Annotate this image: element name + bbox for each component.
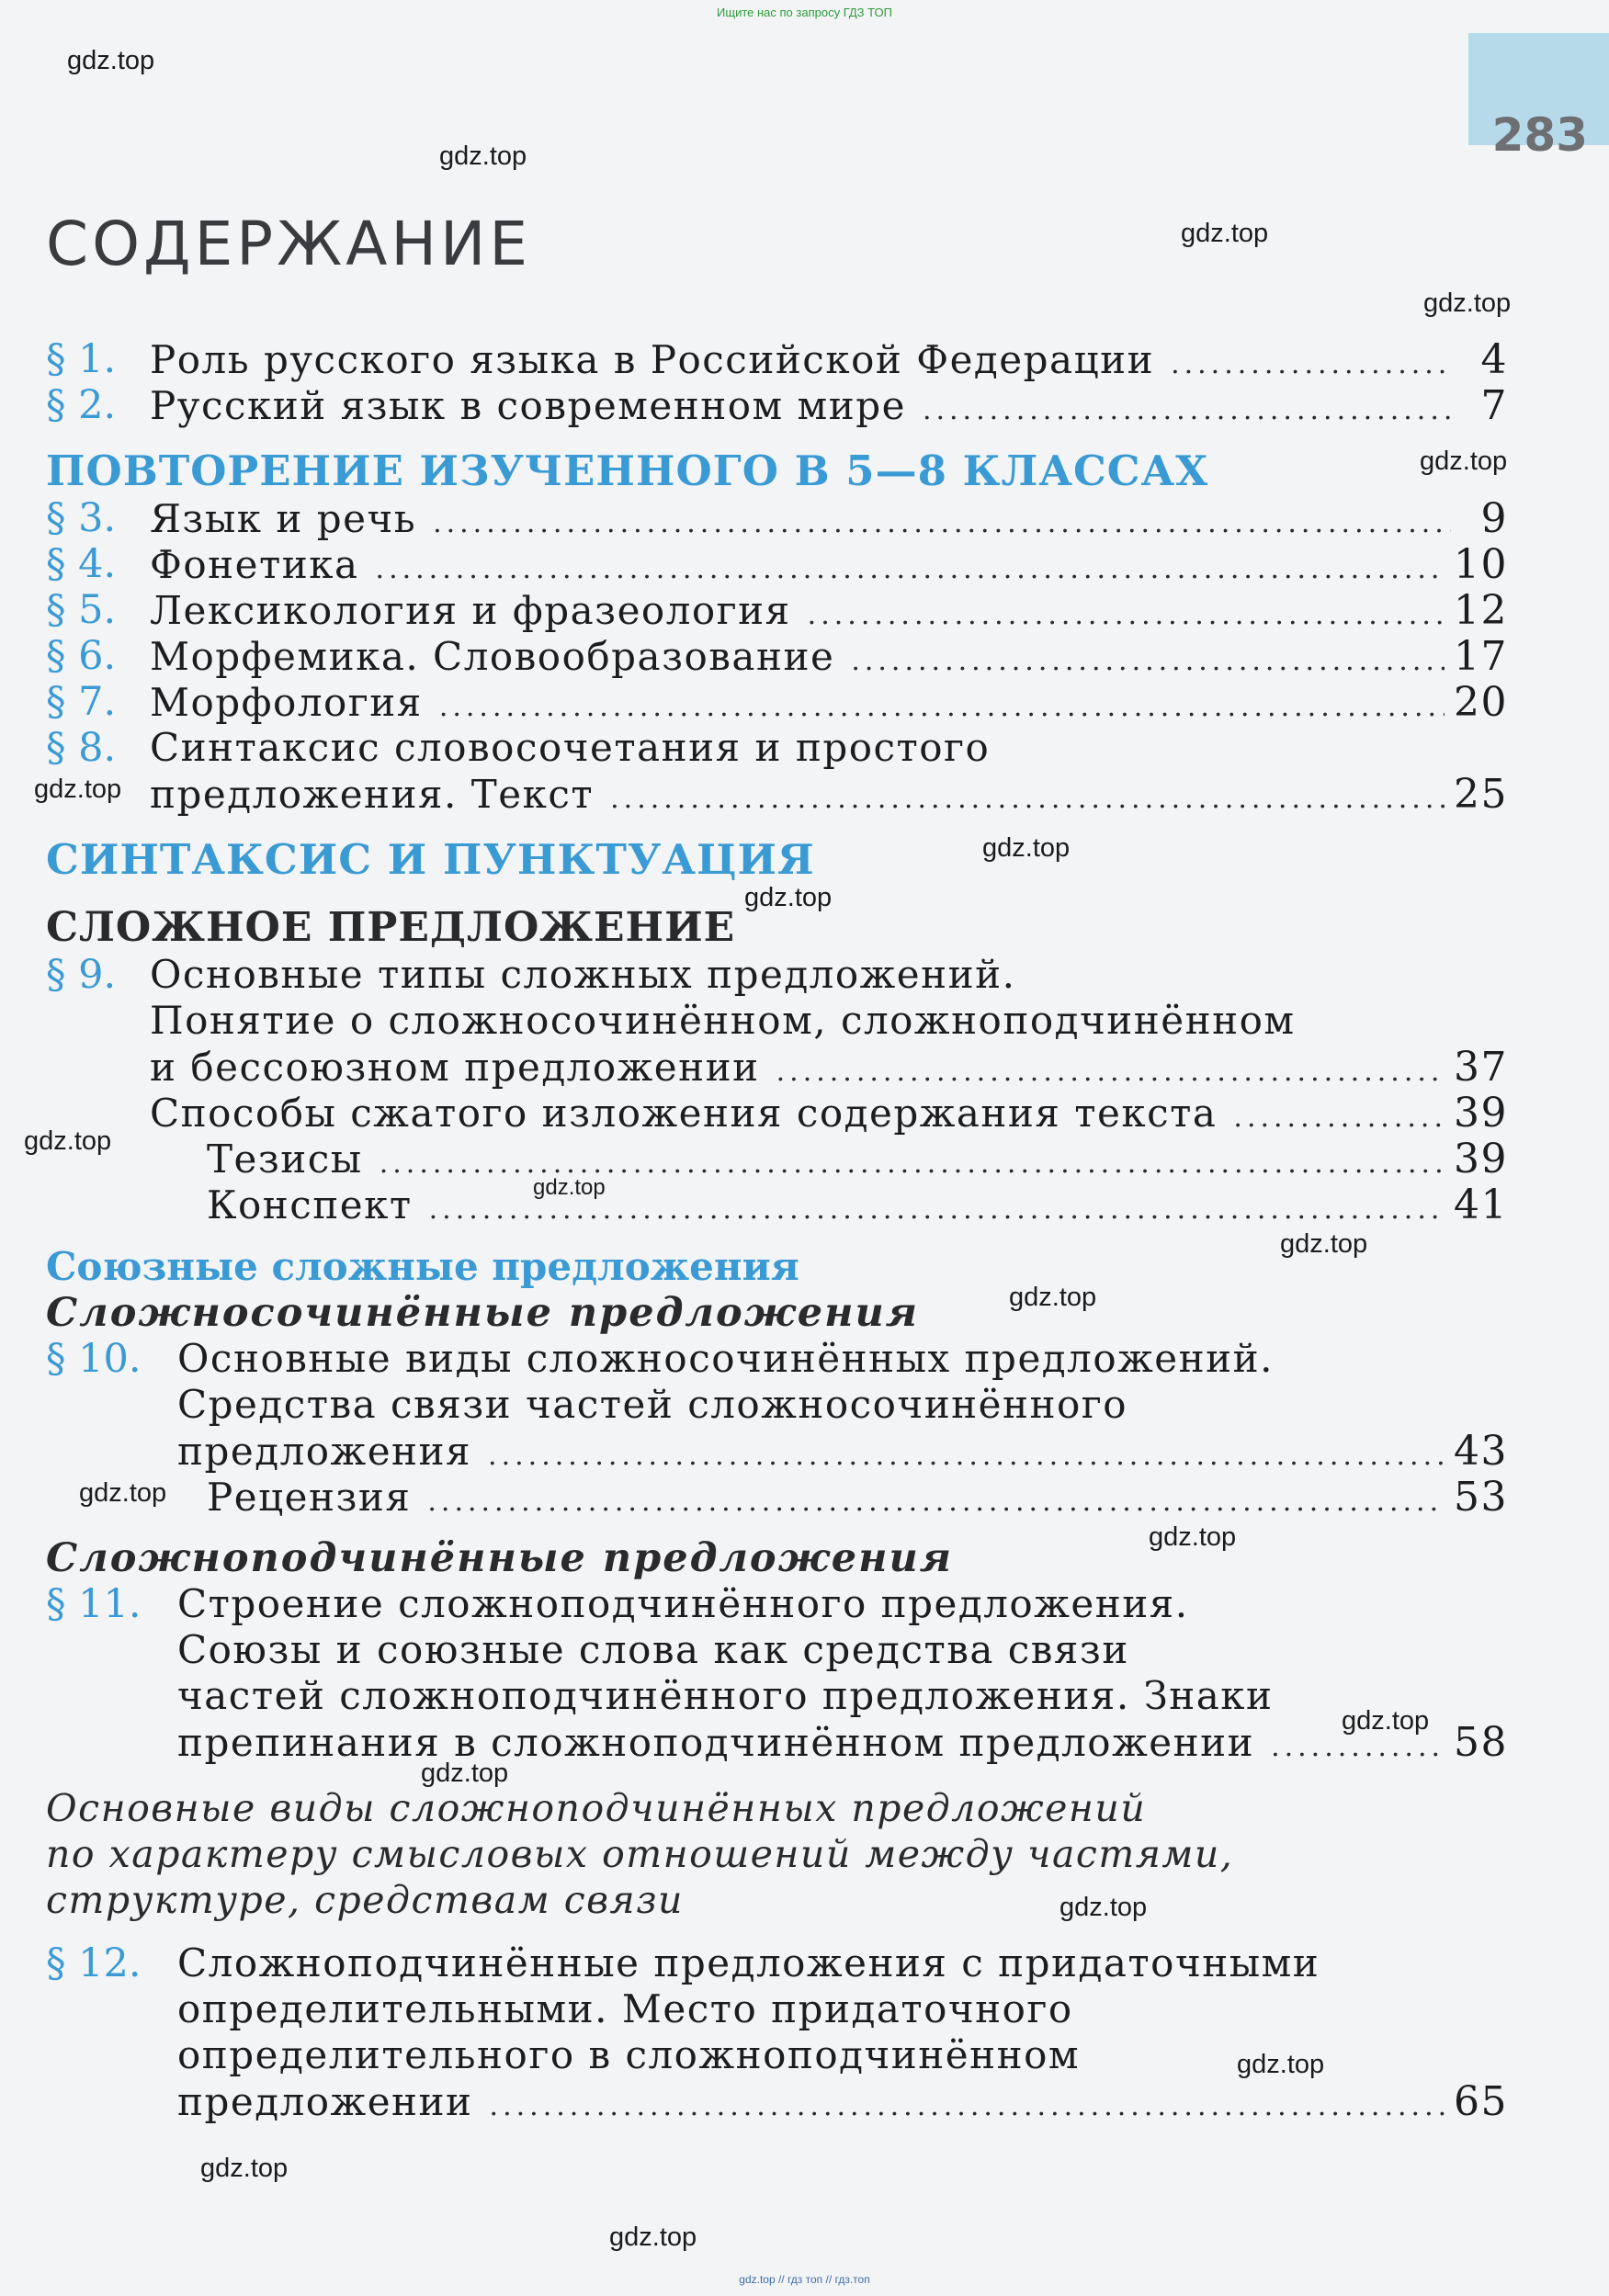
watermark: gdz.top (421, 1759, 509, 1788)
toc-entry-12-line-3 (177, 2032, 1081, 2077)
section-number-11: § 11. (46, 1581, 142, 1627)
watermark: gdz.top (1237, 2050, 1325, 2079)
heading-subordinate-types-line-1: Основные виды сложноподчинённых предложений (46, 1786, 1147, 1830)
toc-page-number: 17 (1454, 633, 1508, 680)
toc-entry-9 (150, 1044, 1508, 1091)
heading-conjunctive: Союзные сложные предложения (46, 1244, 799, 1289)
toc-entry-11-line-3 (177, 1673, 1274, 1718)
page-title: СОДЕРЖАНИЕ (46, 209, 532, 279)
section-number-6: § 6. (46, 633, 117, 679)
toc-entry-12 (177, 2078, 1508, 2125)
watermark: gdz.top (24, 1126, 112, 1156)
toc-entry-10a (207, 1474, 1508, 1521)
toc-entry-text: Конспект (207, 1182, 413, 1227)
heading-subordinate-types-line-2: по характеру смысловых отношений между частями, (46, 1832, 1234, 1876)
toc-entry-text: Русский язык в современном мире (150, 383, 906, 428)
watermark: gdz.top (982, 833, 1071, 863)
toc-entry-text: определительными. Место придаточного (177, 1986, 1073, 2031)
toc-entry-text: предложения. Текст (150, 772, 595, 817)
toc-entry-9c (207, 1182, 1508, 1228)
watermark: gdz.top (200, 2154, 289, 2183)
section-number-10: § 10. (46, 1336, 142, 1382)
dot-leader (776, 1058, 1445, 1086)
heading-review: ПОВТОРЕНИЕ ИЗУЧЕННОГО В 5—8 КЛАССАХ (46, 447, 1209, 495)
toc-entry-text: определительного в сложноподчинённом (177, 2032, 1081, 2077)
toc-entry-8 (150, 771, 1508, 818)
section-number-2: § 2. (46, 382, 117, 428)
watermark: gdz.top (744, 883, 833, 912)
toc-entry-10-line-1 (177, 1336, 1274, 1381)
toc-entry-text: частей сложноподчинённого предложения. Знаки (177, 1673, 1274, 1718)
toc-entry-text: Союзы и союзные слова как средства связи (177, 1627, 1129, 1672)
section-number-4: § 4. (46, 541, 117, 587)
watermark: gdz.top (67, 46, 155, 75)
toc-entry-11-line-1 (177, 1581, 1189, 1626)
toc-entry-text: Тезисы (207, 1137, 363, 1182)
watermark: gdz.top (439, 141, 527, 171)
heading-compound: Сложносочинённые предложения (46, 1290, 919, 1336)
dot-leader (490, 2093, 1445, 2121)
toc-entry-9-line-2 (150, 998, 1296, 1043)
toc-entry-text: Морфемика. Словообразование (150, 634, 835, 679)
toc-page-number: 4 (1480, 336, 1508, 383)
dot-leader (1271, 1734, 1445, 1761)
watermark: gdz.top (1181, 219, 1269, 248)
toc-entry-2 (150, 382, 1508, 429)
toc-entry-5 (150, 587, 1508, 634)
watermark: gdz.top (1420, 447, 1508, 476)
watermark: gdz.top (609, 2222, 697, 2252)
toc-entry-text: предложения (177, 1429, 472, 1474)
dot-leader (380, 1150, 1445, 1178)
toc-entry-text: и бессоюзном предложении (150, 1045, 760, 1090)
watermark: gdz.top (1342, 1706, 1430, 1736)
toc-page-number: 41 (1454, 1182, 1508, 1228)
watermark: gdz.top (1009, 1283, 1097, 1312)
watermark: gdz.top (1280, 1229, 1368, 1259)
watermark: gdz.top (1423, 288, 1512, 318)
toc-entry-text: Способы сжатого изложения содержания текста (150, 1091, 1218, 1136)
section-number-12: § 12. (46, 1940, 142, 1986)
section-number-1: § 1. (46, 336, 117, 382)
toc-entry-text: Сложноподчинённые предложения с придаточными (177, 1940, 1320, 1985)
toc-entry-10-line-2 (177, 1382, 1128, 1427)
toc-page-number: 12 (1454, 587, 1508, 634)
dot-leader (429, 1196, 1445, 1224)
watermark: gdz.top (79, 1478, 167, 1508)
dot-leader (488, 1442, 1445, 1470)
dot-leader (610, 786, 1445, 813)
toc-entry-9b (207, 1136, 1508, 1182)
toc-page-number: 20 (1454, 679, 1508, 726)
toc-entry-text: Основные виды сложносочинённых предложений. (177, 1336, 1274, 1381)
toc-page-number: 39 (1454, 1136, 1508, 1182)
toc-entry-1 (150, 336, 1508, 383)
dot-leader (427, 1488, 1445, 1516)
dot-leader (433, 510, 1451, 537)
toc-entry-8-line-1 (150, 725, 991, 770)
section-number-3: § 3. (46, 495, 117, 541)
toc-entry-text: Понятие о сложносочинённом, сложноподчинённом (150, 998, 1296, 1043)
toc-entry-text: Основные типы сложных предложений. (150, 952, 1016, 997)
heading-complex-sentence: СЛОЖНОЕ ПРЕДЛОЖЕНИЕ (46, 904, 736, 951)
toc-entry-text: Фонетика (150, 542, 359, 587)
toc-entry-3 (150, 495, 1508, 542)
dot-leader (923, 397, 1451, 424)
toc-entry-text: Язык и речь (150, 496, 417, 541)
toc-entry-10 (177, 1428, 1508, 1475)
section-number-8: § 8. (46, 725, 117, 771)
toc-page-number: 25 (1454, 771, 1508, 818)
top-notice: Ищите нас по запросу ГДЗ ТОП (717, 6, 892, 19)
bottom-notice: gdz.top // гдз топ // гдз.топ (739, 2273, 870, 2286)
toc-page-number: 7 (1480, 382, 1508, 429)
toc-page-number: 58 (1454, 1719, 1508, 1766)
dot-leader (376, 556, 1445, 583)
watermark: gdz.top (1059, 1893, 1148, 1922)
dot-leader (808, 602, 1445, 629)
watermark: gdz.top (34, 775, 122, 804)
toc-entry-6 (150, 633, 1508, 680)
toc-entry-12-line-2 (177, 1986, 1073, 2031)
toc-entry-text: Синтаксис словосочетания и простого (150, 725, 991, 770)
dot-leader (851, 648, 1445, 675)
toc-entry-7 (150, 679, 1508, 726)
toc-entry-4 (150, 541, 1508, 588)
toc-entry-text: Рецензия (207, 1475, 412, 1520)
toc-page-number: 53 (1454, 1474, 1508, 1521)
page-number: 283 (1491, 108, 1588, 162)
toc-entry-12-line-1 (177, 1940, 1320, 1985)
dot-leader (1171, 351, 1451, 379)
section-number-7: § 7. (46, 679, 117, 725)
toc-page-number: 43 (1454, 1428, 1508, 1475)
toc-entry-9-line-1 (150, 952, 1016, 997)
heading-syntax: СИНТАКСИС И ПУНКТУАЦИЯ (46, 835, 815, 884)
toc-entry-text: Строение сложноподчинённого предложения. (177, 1581, 1189, 1626)
toc-entry-text: Лексикология и фразеология (150, 588, 791, 633)
heading-subordinate: Сложноподчинённые предложения (46, 1535, 953, 1581)
toc-entry-text: Средства связи частей сложносочинённого (177, 1382, 1128, 1427)
section-number-5: § 5. (46, 587, 117, 633)
watermark: gdz.top (533, 1175, 606, 1200)
toc-entry-text: Роль русского языка в Российской Федерации (150, 337, 1155, 382)
toc-page-number: 9 (1480, 495, 1508, 542)
toc-entry-text: Морфология (150, 680, 423, 725)
toc-entry-text: препинания в сложноподчинённом предложении (177, 1720, 1255, 1765)
section-number-9: § 9. (46, 952, 117, 998)
watermark: gdz.top (1149, 1522, 1237, 1552)
toc-entry-9a (150, 1090, 1508, 1137)
heading-subordinate-types-line-3: структуре, средствам связи (46, 1878, 684, 1922)
toc-entry-11-line-2 (177, 1627, 1129, 1672)
dot-leader (439, 694, 1445, 721)
toc-page-number: 39 (1454, 1090, 1508, 1137)
toc-page-number: 65 (1454, 2078, 1508, 2125)
toc-entry-text: предложении (177, 2079, 473, 2124)
toc-page-number: 10 (1454, 541, 1508, 588)
dot-leader (1233, 1104, 1445, 1132)
toc-page-number: 37 (1454, 1044, 1508, 1091)
